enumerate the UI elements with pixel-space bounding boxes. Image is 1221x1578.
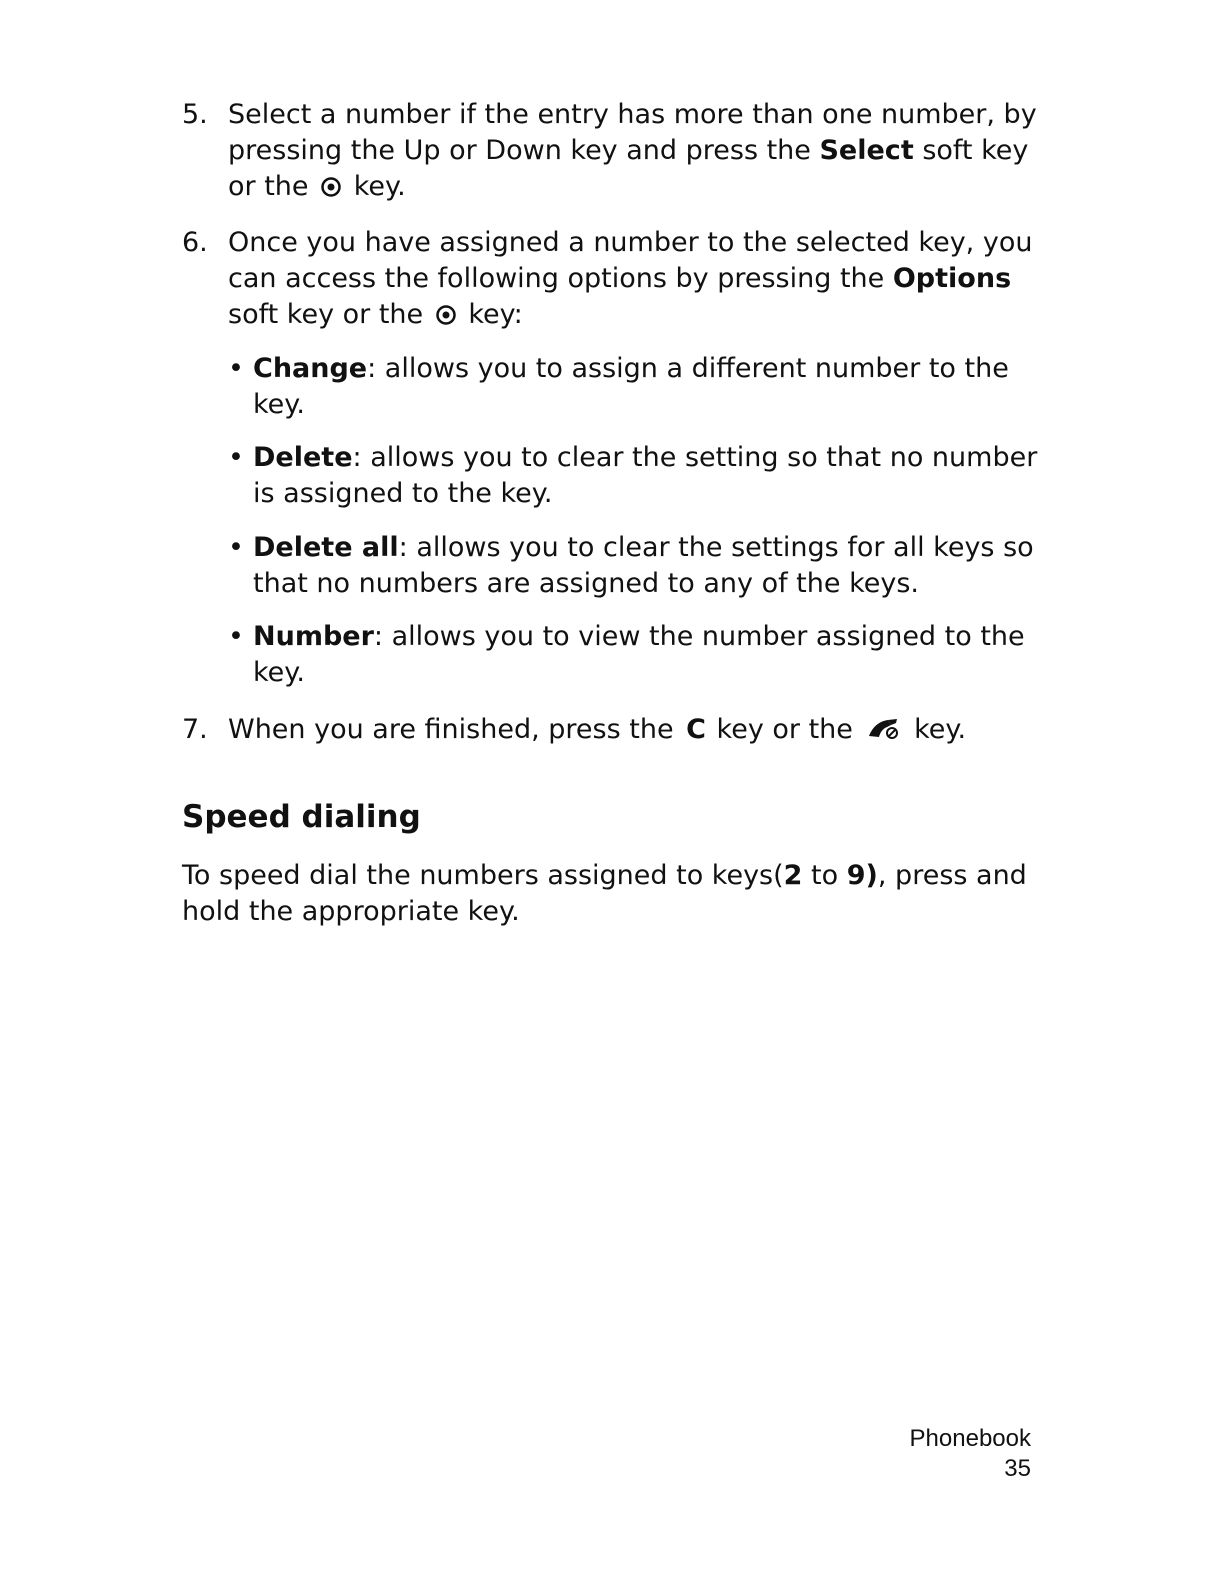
- option-name: Number: [253, 621, 374, 652]
- step-number: 5.: [182, 99, 208, 130]
- bullet-marker: •: [228, 353, 244, 384]
- option-delete-all: [228, 530, 1038, 602]
- bullet-marker: •: [228, 442, 244, 473]
- option-name: Delete all: [253, 532, 399, 563]
- option-name: Delete: [253, 442, 353, 473]
- step-5: [182, 97, 1042, 205]
- bullet-marker: •: [228, 532, 244, 563]
- nav-confirm-key-icon: [436, 305, 456, 325]
- step-text: Once you have assigned a number to the selected key, you can access the following options by pressing the Options soft key or the key:: [228, 227, 1033, 330]
- options-softkey-label: Options: [892, 263, 1012, 294]
- bullet-marker: •: [228, 621, 244, 652]
- option-desc: : allows you to clear the settings for all keys so that no numbers are assigned to any of the keys.: [253, 532, 1034, 599]
- option-change: [228, 351, 1038, 423]
- step-number: 7.: [182, 714, 208, 745]
- step-number: 6.: [182, 227, 208, 258]
- option-delete: [228, 440, 1038, 512]
- c-key-label: C: [686, 714, 706, 745]
- page-footer: [910, 1424, 1031, 1484]
- page-number: 35: [1004, 1455, 1031, 1482]
- select-softkey-label: Select: [819, 135, 914, 166]
- option-desc: : allows you to assign a different number to the key.: [253, 353, 1009, 420]
- end-call-key-icon: [866, 716, 902, 740]
- section-heading-speed-dialing: Speed dialing: [182, 799, 421, 835]
- nav-confirm-key-icon: [321, 177, 341, 197]
- speed-dialing-paragraph: To speed dial the numbers assigned to keys(2 to 9), press and hold the appropriate key.: [182, 860, 1027, 927]
- step-6: [182, 225, 1042, 333]
- option-number: [228, 619, 1038, 691]
- step-text: Select a number if the entry has more than one number, by pressing the Up or Down key and press the Select soft key or the key.: [228, 99, 1037, 202]
- footer-section-name: Phonebook: [909, 1425, 1031, 1452]
- step-7: [182, 712, 1042, 748]
- option-name: Change: [253, 353, 368, 384]
- step-text: When you are finished, press the C key or the key.: [228, 712, 1042, 748]
- option-desc: : allows you to view the number assigned to the key.: [253, 621, 1025, 688]
- option-desc: : allows you to clear the setting so that no number is assigned to the key.: [253, 442, 1038, 509]
